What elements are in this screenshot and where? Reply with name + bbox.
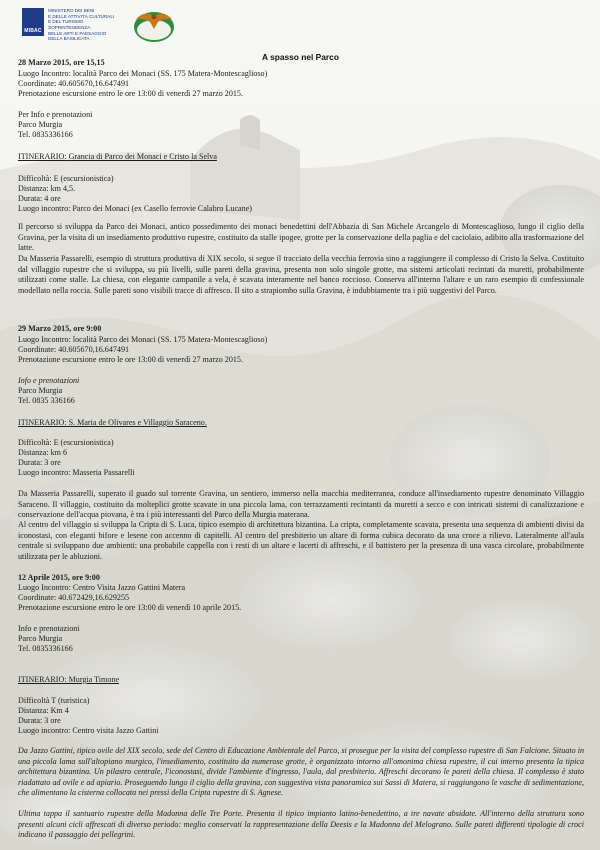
event2-description-2: Al centro del villaggio si sviluppa la Cripta di S. Luca, tipico esempio di architettura bizantina. La cripta, completamente scavata, presenta una sequenza di ambienti divisi da iconostasi, con eleganti bifore e lesene con accenno di capitelli. Al centro del presbiterio un altare di forma cubica decorato da una croce a rilievo. Lateralmente all'aula centrale si sviluppano due ambienti: una probabile cappella con i resti di un altare e lacerti di affreschi, e il battistero per la presenza di una vasca circolare, probabilmente utilizzata per le abluzioni. [18,520,584,561]
event3-date: 12 Aprile 2015, ore 9:00 [18,573,100,582]
event3-meeting: Luogo Incontro: Centro Visita Jazzo Gattini Matera [18,583,186,592]
event3-info-org: Parco Murgia [18,634,63,643]
event1-info-org: Parco Murgia [18,120,63,129]
event1-info-label: Per Info e prenotazioni [18,110,93,119]
event3-difficulty: Difficoltà T (turistica) [18,696,90,705]
event3-description-2: Ultima tappa il santuario rupestre della Madonna delle Tre Porte. Presenta il tipico impianto latino-benedettino, a tre navate absidate. All'interno della struttura sono presenti alcuni cicli affrescati di diverso periodo: meglio conservati la rappresentazione della Deesis e la Madonna del Melograno. Sulle pareti differenti tipologie di croci indicano il passaggio dei pellegrini. [18,809,584,839]
ministry-logo [22,8,118,42]
event2-booking: Prenotazione escursione entro le ore 13:00 di venerdì 27 marzo 2015. [18,355,243,364]
event2-difficulty: Difficoltà: E (escursionistica) [18,438,114,447]
event3-info-label: Info e prenotazioni [18,624,80,633]
event3-info-phone: Tel. 0835336166 [18,644,73,653]
event1-itinerary: ITINERARIO: Grancia di Parco dei Monaci e Cristo la Selva [18,152,217,161]
event2-duration: Durata: 3 ore [18,458,61,467]
event2-coords: Coordinate: 40.605670,16.647491 [18,345,130,354]
event2-distance: Distanza: km 6 [18,448,68,457]
event3-duration: Durata: 3 ore [18,716,61,725]
event3-booking: Prenotazione escursione entro le ore 13:00 di venerdì 10 aprile 2015. [18,603,242,612]
event3-distance: Distanza: Km 4 [18,706,69,715]
event2-info-label: Info e prenotazioni [18,376,80,385]
event1-distance: Distanza: km 4,5. [18,184,76,193]
event1-meeting-place: Luogo incontro: Parco dei Monaci (ex Casello ferrovie Calabro Lucane) [18,204,252,213]
event1-coords: Coordinate: 40.605670,16.647491 [18,79,130,88]
event1-info-phone: Tel. 0835336166 [18,130,73,139]
event1-description-1: Il percorso si sviluppa da Parco dei Monaci, antico possedimento dei monaci benedettini dell'Abbazia di San Michele Arcangelo di Montescaglioso, lungo il ciglio della Gravina, per la visita di un insediamento produttivo rupestre, costituito da stalle ipogee, grotte per la conservazione della paglia e del caciolaio, adibito alla trasformazione del latte. [18,222,584,252]
event1-difficulty: Difficoltà: E (escursionistica) [18,174,114,183]
header-logos [22,6,176,44]
event2-info-org: Parco Murgia [18,386,63,395]
mibac-emblem: MIBAC [22,8,44,36]
event2-itinerary: ITINERARIO: S. Maria de Olivares e Villaggio Saraceno. [18,418,207,427]
event1-duration: Durata: 4 ore [18,194,61,203]
event3-description-1: Da Jazzo Gattini, tipico ovile del XIX secolo, sede del Centro di Educazione Ambientale del Parco, si prosegue per la visita del complesso rupestre di San Falcione. Situato in una piccola lama sull'altopiano murgico, l'insediamento, costituito da numerose grotte, è organizzato intorno all'omonima chiesa rupestre, il cui interno presenta la tipica architettura bizantina. Un pilastro centrale, l'iconostasi, divide l'ambiente d'ingresso, l'aula, dal presbiterio. Affreschi decorano le pareti della chiesa. Il complesso è stato riadattato ad ovile e ad apiario. Proseguendo lungo il ciglio della gravina, con suggestiva vista panoramica sui Sassi di Matera, si raggiungono le vasche di sedimentazione, che alimentano la cisterna collocata nei pressi della Cripta rupestre di S. Agnese. [18,746,584,797]
event2-meeting: Luogo Incontro: località Parco dei Monaci (SS. 175 Matera-Montescaglioso) [18,335,268,344]
event1-meeting: Luogo Incontro: località Parco dei Monaci (SS. 175 Matera-Montescaglioso) [18,69,268,78]
park-eagle-logo [132,7,176,43]
event2-info-phone: Tel. 0835 336166 [18,396,75,405]
event1-description-2: Da Masseria Passarelli, esempio di struttura produttiva di XIX secolo, si segue il tracciato della vecchia ferrovia sino a raggiungere il complesso di Cristo la Selva. Costituito dal villaggio rupestre che si sviluppa, su più livelli, sulle pareti della gravina, presenta non solo singole grotte, ma sistemi articolati recintati da muretti, probabilmente utilizzati come stalle. La chiesa, con elegante campanile a vela, è scavata interamente nel banco roccioso. Conserva all'interno l'altare e un raro esempio di confessionale modellato nella roccia. Sulle pareti sono visibili tracce di affresco. Il sito a strapiombo sulla Gravina, è indubbiamente tra i più suggestivi del Parco. [18,254,584,295]
event3-meeting-place: Luogo incontro: Centro visita Jazzo Gattini [18,726,159,735]
ministry-name: MINISTERO DEI BENI E DELLE ATTIVITÀ CULTURALI E DEL TURISMO SOPRINTENDENZA BELLE ARTI E PAESAGGIO DELLA BASILICATA [48,8,115,42]
page-title: A spasso nel Parco [262,52,339,62]
event2-date: 29 Marzo 2015, ore 9:00 [18,324,102,333]
event3-coords: Coordinate: 40.672429,16.629255 [18,593,130,602]
event3-itinerary: ITINERARIO: Murgia Timone [18,675,120,684]
event1-booking: Prenotazione escursione entro le ore 13:00 di venerdì 27 marzo 2015. [18,89,243,98]
event2-meeting-place: Luogo incontro: Masseria Passarelli [18,468,135,477]
event2-description-1: Da Masseria Passarelli, superato il guado sul torrente Gravina, un sentiero, immerso nella macchia mediterranea, conduce all'insediamento rupestre denominato Villaggio Saraceno. Il villaggio, costituito da molteplici grotte scavate in una piccola lama, con terrazzamenti recintanti da muretti a secco e con intricati sistemi di canalizzazione e conservazione dell'acqua piovana, è tra i più interessanti del Parco della Murgia materana. [18,489,584,519]
event1-date: 28 Marzo 2015, ore 15,15 [18,58,105,67]
